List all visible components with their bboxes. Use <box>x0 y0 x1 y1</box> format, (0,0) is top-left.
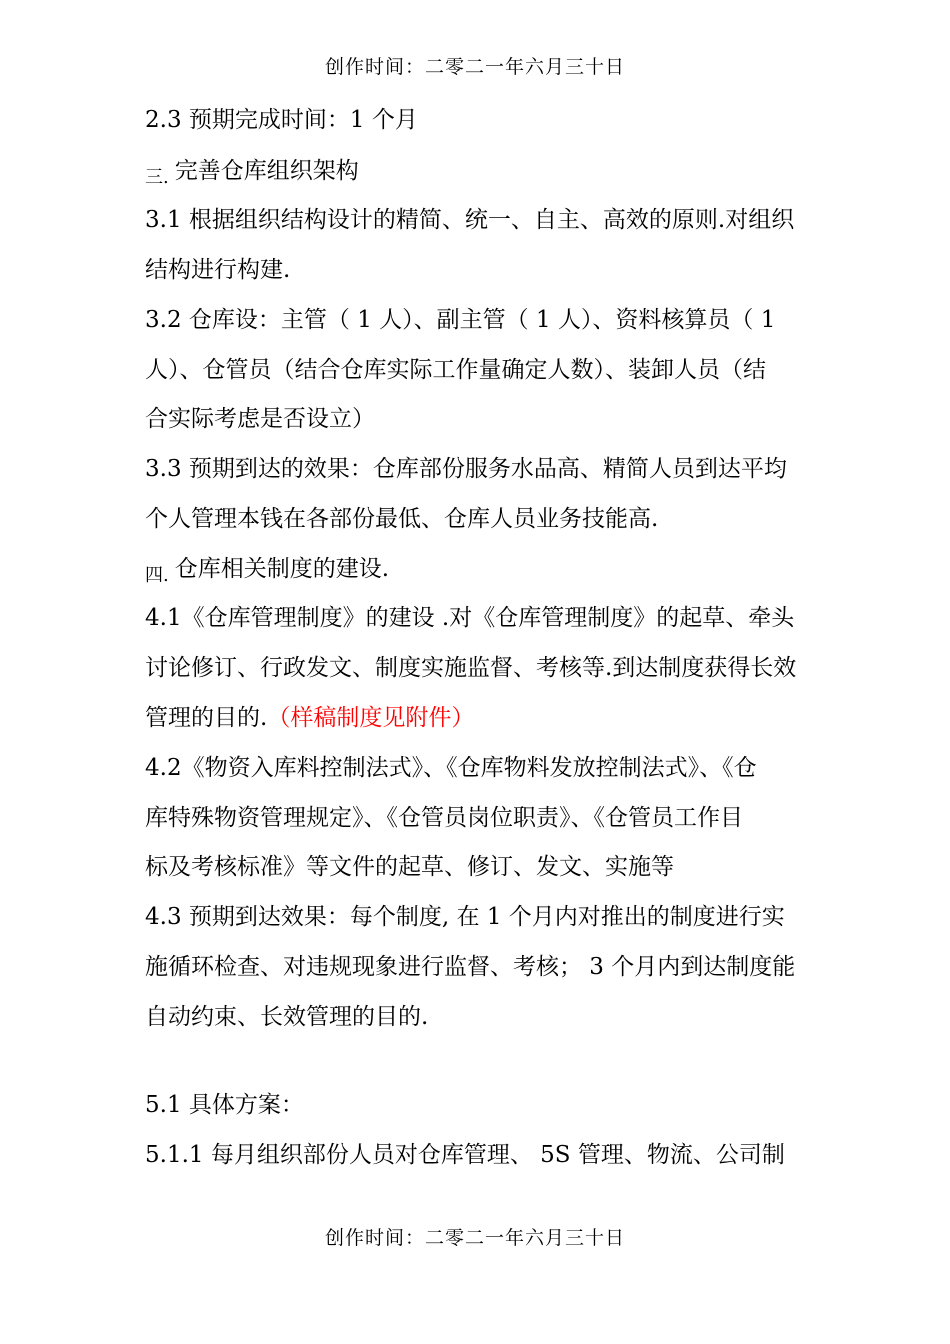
text-line: 4.3 预期到达效果：每个制度, 在 1 个月内对推出的制度进行实 <box>145 904 785 930</box>
text-line <box>145 703 474 733</box>
text-line: 5.1 具体方案： <box>145 1092 304 1118</box>
text-line: 合实际考虑是否设立） <box>145 406 375 432</box>
text-line: 3.3 预期到达的效果：仓库部份服务水品高、精简人员到达平均 <box>145 456 787 482</box>
section-number: 四. <box>145 565 169 586</box>
page-footer: 创作时间：二零二一年六月三十日 <box>324 1227 625 1249</box>
section-heading <box>145 156 359 188</box>
annotation-note: （样稿制度见附件） <box>267 705 475 731</box>
section-title: 仓库相关制度的建设. <box>174 556 390 582</box>
section-title: 完善仓库组织架构 <box>174 158 359 184</box>
text-line: 4.1《仓库管理制度》的建设 .对《仓库管理制度》的起草、牵头 <box>145 605 795 631</box>
text-line: 施循环检查、对违规现象进行监督、考核； 3 个月内到达制度能 <box>145 954 796 980</box>
text-line: 5.1.1 每月组织部份人员对仓库管理、 5S 管理、物流、公司制 <box>145 1142 785 1168</box>
text-line: 标及考核标准》等文件的起草、修订、发文、实施等 <box>145 854 674 880</box>
section-heading <box>145 554 389 586</box>
text-line: 3.2 仓库设：主管（ 1 人）、副主管（ 1 人）、资料核算员（ 1 <box>145 307 776 333</box>
text-line: 4.2《物资入库料控制法式》、《仓库物料发放控制法式》、《仓 <box>145 755 757 781</box>
text-line: 自动约束、长效管理的目的. <box>145 1004 429 1030</box>
text-line: 库特殊物资管理规定》、《仓管员岗位职责》、《仓管员工作目 <box>145 805 743 831</box>
text-line: 人）、仓管员（结合仓库实际工作量确定人数）、装卸人员（结 <box>145 357 766 383</box>
text-line: 结构进行构建. <box>145 257 291 283</box>
text-line: 3.1 根据组织结构设计的精简、统一、自主、高效的原则.对组织 <box>145 207 795 233</box>
text-line: 个人管理本钱在各部份最低、仓库人员业务技能高. <box>145 506 659 532</box>
page-header: 创作时间：二零二一年六月三十日 <box>324 56 625 78</box>
text-line: 讨论修订、行政发文、制度实施监督、考核等.到达制度获得长效 <box>145 655 797 681</box>
section-number: 三. <box>145 167 169 188</box>
text-line: 2.3 预期完成时间：1 个月 <box>145 107 418 133</box>
text-segment: 管理的目的. <box>145 705 268 731</box>
